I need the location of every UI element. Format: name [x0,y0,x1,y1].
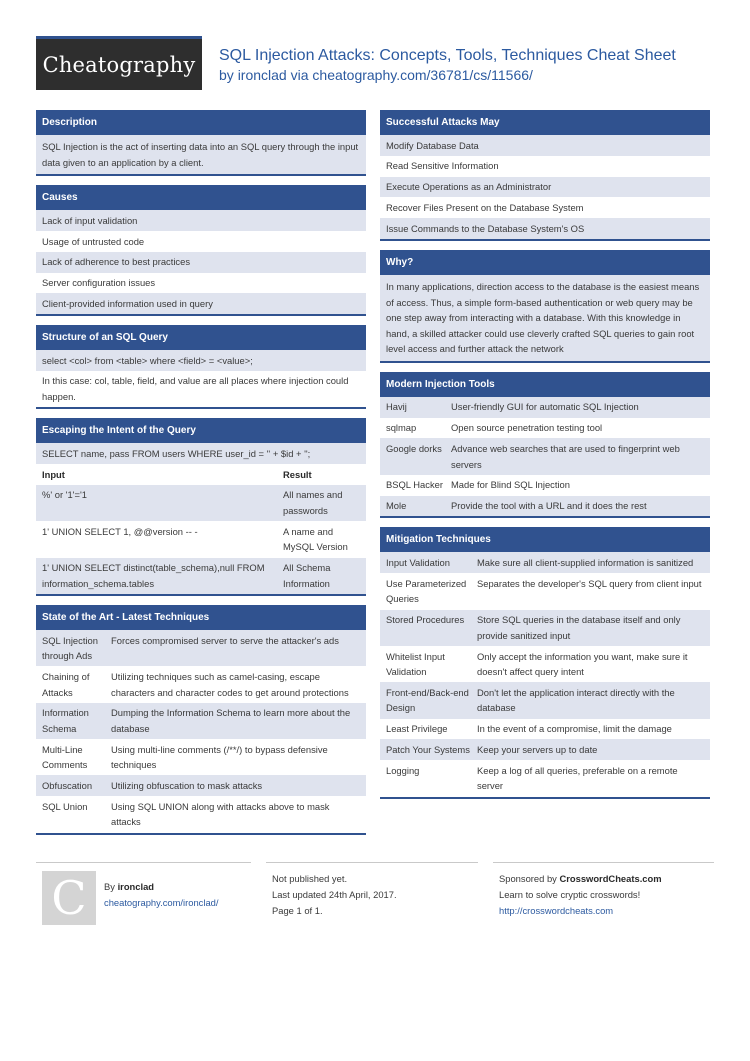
mitigation-name: Whitelist Input Validation [386,650,445,678]
tool-name: Mole [386,500,407,512]
technique-desc: Utilizing techniques such as camel-casing, escape characters and character codes to get around protections [111,670,349,698]
tool-name: Havij [386,401,407,413]
page-header [36,36,714,90]
publish-status: Not published yet. [272,873,348,884]
list-item: Lack of adherence to best practices [36,252,366,273]
result-cell: All Schema Information [283,562,331,589]
description-section [36,110,366,176]
mitigation-desc: Only accept the information you want, make sure it doesn't affect query intent [477,650,688,678]
title-block [219,46,676,85]
section-heading: Successful Attacks May [380,110,710,135]
table-row [380,552,710,573]
page-title: SQL Injection Attacks: Concepts, Tools, Techniques Cheat Sheet [219,47,676,64]
section-heading: Structure of an SQL Query [36,325,366,350]
table-row [380,475,710,496]
sponsor-link[interactable]: http://crosswordcheats.com [499,905,614,916]
description-text: SQL Injection is the act of inserting data into an SQL query through the input data given to an application by a client. [36,135,366,174]
successful-attacks-section [380,110,710,241]
sponsor-name[interactable]: CrosswordCheats.com [559,873,662,884]
mitigation-name: Patch Your Systems [386,744,470,756]
query-example: SELECT name, pass FROM users WHERE user_id = '' + $id + ''; [36,443,366,464]
tool-desc: Open source penetration testing tool [451,422,603,434]
section-heading: State of the Art - Latest Techniques [36,605,366,630]
table-row [380,682,710,718]
technique-name: SQL Injection through Ads [42,634,98,662]
byline-via: via [290,67,309,83]
mitigation-desc: In the event of a compromise, limit the damage [477,723,672,735]
mitigation-name: Stored Procedures [386,614,465,626]
footer-author-info [104,871,218,911]
mitigation-name: Least Privilege [386,723,448,735]
mitigation-section [380,527,710,798]
section-heading: Escaping the Intent of the Query [36,418,366,443]
byline-by: by [219,67,234,83]
tool-name: sqlmap [386,422,417,434]
table-row [36,558,366,594]
table-row [36,666,366,702]
footer-sponsor-block [493,862,714,932]
input-cell: %' or '1'='1 [42,489,87,501]
table-row [36,485,366,521]
causes-section [36,185,366,316]
technique-desc: Dumping the Information Schema to learn more about the database [111,707,351,734]
table-row [36,739,366,775]
result-cell: All names and passwords [283,489,343,516]
mitigation-desc: Don't let the application interact directly with the database [477,686,675,714]
avatar[interactable]: C [42,871,96,925]
page-number: Page 1 of 1. [272,905,323,916]
list-item: Execute Operations as an Administrator [380,177,710,198]
cheatsheet-url-link[interactable]: cheatography.com/36781/cs/11566/ [312,67,533,83]
tool-name: Google dorks [386,443,442,455]
technique-desc: Using multi-line comments (/**/) to bypass defensive techniques [111,743,328,771]
list-item: Modify Database Data [380,135,710,156]
table-row [380,418,710,439]
technique-name: Multi-Line Comments [42,743,88,771]
tool-desc: User-friendly GUI for automatic SQL Injection [451,401,639,413]
input-cell: 1' UNION SELECT distinct(table_schema),null FROM information_schema.tables [42,562,265,589]
mitigation-desc: Keep a log of all queries, preferable on a remote server [477,764,678,792]
state-of-art-section [36,605,366,835]
table-row [380,438,710,474]
mitigation-name: Front-end/Back-end Design [386,686,469,714]
cheatography-logo[interactable]: Cheatography [36,36,202,90]
table-row [36,703,366,739]
page-footer [36,862,714,932]
section-heading: Why? [380,250,710,275]
table-row [380,610,710,646]
mitigation-desc: Store SQL queries in the database itself and only provide sanitized input [477,614,681,641]
result-cell: A name and MySQL Version [283,525,348,553]
why-text: In many applications, direction access to the database is the easiest means of access. Thus, a simple form-based authentication or web query may be one step away from interacting with a database. With this knowledge in hand, a skilled attacker could use cleverly crafted SQL queries to gain root level access and further attack the network [380,275,710,361]
byline-author-link[interactable]: ironclad [237,67,287,83]
table-row [380,739,710,760]
list-item: Usage of untrusted code [42,235,145,247]
query-example: select <col> from <table> where <field> = <value>; [36,350,366,371]
technique-name: SQL Union [42,800,88,812]
input-cell: 1' UNION SELECT 1, @@version -- - [42,525,198,537]
list-item: Lack of input validation [36,210,366,231]
escaping-section [36,418,366,596]
tool-desc: Made for Blind SQL Injection [451,479,570,491]
table-row [380,397,710,418]
byline [219,66,676,85]
mitigation-name: Input Validation [386,556,450,568]
right-column [380,110,710,808]
footer-author-line [104,879,218,895]
last-updated: Last updated 24th April, 2017. [272,889,397,900]
footer-author-name[interactable]: ironclad [117,881,155,892]
technique-desc: Forces compromised server to serve the attacker's ads [111,634,339,646]
sponsor-line [499,871,714,887]
table-row [36,521,366,557]
structure-section [36,325,366,409]
list-item: Read Sensitive Information [386,160,499,172]
list-item: Recover Files Present on the Database System [386,201,584,213]
mitigation-desc: Make sure all client-supplied information is sanitized [477,556,694,568]
technique-desc: Utilizing obfuscation to mask attacks [111,780,263,792]
technique-name: Information Schema [42,707,89,734]
section-heading: Causes [36,185,366,210]
table-header-row [36,464,366,485]
tool-name: BSQL Hacker [386,479,443,491]
footer-publish-block [266,862,478,932]
mitigation-name: Use Parameterized Queries [386,577,467,605]
sponsor-tagline: Learn to solve cryptic crosswords! [499,889,641,900]
mitigation-name: Logging [386,764,420,776]
mitigation-desc: Keep your servers up to date [477,744,598,756]
table-row [380,496,710,517]
technique-name: Chaining of Attacks [42,670,90,698]
list-item: Issue Commands to the Database System's OS [380,218,710,239]
table-row [380,719,710,740]
table-row [36,796,366,832]
table-row [380,646,710,682]
tool-desc: Advance web searches that are used to fingerprint web servers [451,443,680,470]
left-column [36,110,366,844]
why-section [380,250,710,363]
sponsor-prefix: Sponsored by [499,873,557,884]
table-row [36,630,366,666]
technique-desc: Using SQL UNION along with attacks above to mask attacks [111,800,330,828]
footer-author-link[interactable]: cheatography.com/ironclad/ [104,897,219,908]
mitigation-desc: Separates the developer's SQL query from client input [477,577,702,589]
column-header-input: Input [42,468,65,480]
tools-section [380,372,710,519]
table-row [380,573,710,609]
structure-note: In this case: col, table, field, and value are all places where injection could happen. [42,375,349,403]
technique-name: Obfuscation [42,780,93,792]
section-heading: Description [36,110,366,135]
section-heading: Modern Injection Tools [380,372,710,397]
list-item: Server configuration issues [42,277,156,289]
tool-desc: Provide the tool with a URL and it does the rest [451,500,647,512]
column-header-result: Result [283,468,312,480]
table-row [36,775,366,796]
table-row [380,760,710,796]
footer-by-label: By [104,881,115,892]
section-heading: Mitigation Techniques [380,527,710,552]
footer-author-block [36,862,251,932]
list-item: Client-provided information used in query [36,293,366,314]
